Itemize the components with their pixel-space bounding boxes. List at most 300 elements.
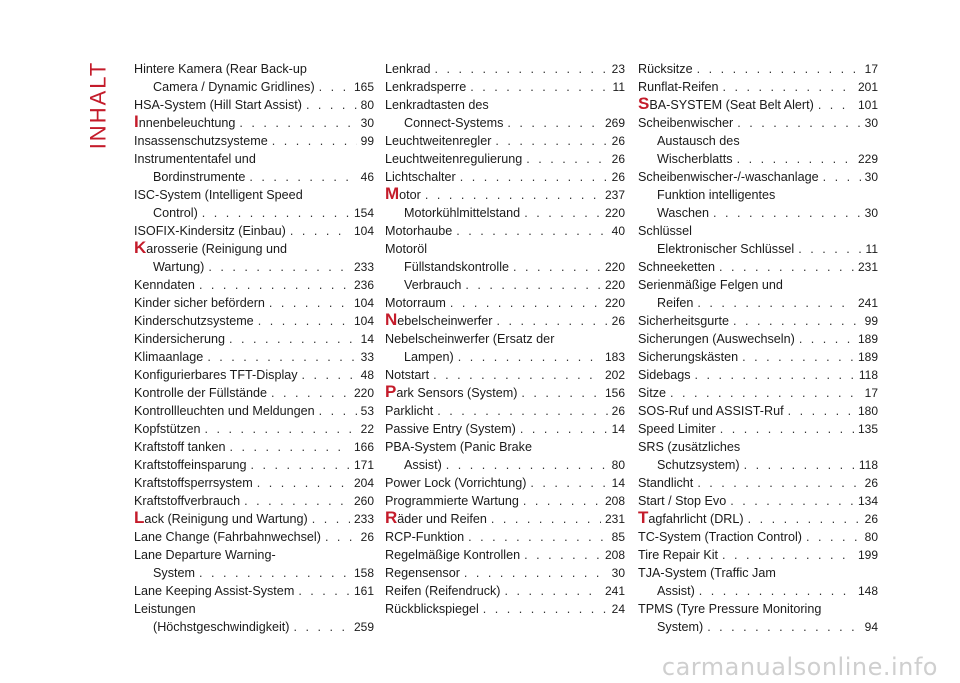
entry-text: Motorkühlmittelstand: [404, 206, 521, 220]
page-number: 220: [604, 278, 625, 292]
leader-dots: [433, 366, 601, 384]
entry-text: Runflat-Reifen: [638, 80, 719, 94]
index-entry[interactable]: [638, 474, 878, 492]
page-number: 189: [857, 350, 878, 364]
leader-dots: [798, 240, 861, 258]
leader-dots: [722, 546, 854, 564]
index-entry[interactable]: [385, 510, 625, 528]
leader-dots: [464, 564, 608, 582]
entry-text: TJA-System (Traffic Jam: [638, 566, 776, 580]
page-number: 154: [353, 206, 374, 220]
leader-dots: [319, 402, 357, 420]
leader-dots: [748, 510, 861, 528]
page-number: 80: [864, 530, 878, 544]
leader-dots: [497, 312, 608, 330]
leader-dots: [294, 618, 350, 636]
leader-dots: [290, 222, 350, 240]
entry-text: Lampen): [404, 350, 454, 364]
entry-text: Assist): [404, 458, 442, 472]
entry-text: Regensensor: [385, 566, 460, 580]
entry-text: Klimaanlage: [134, 350, 204, 364]
page-number: 17: [864, 62, 878, 76]
leader-dots: [244, 492, 350, 510]
watermark: carmanualsonline.info: [661, 653, 938, 681]
index-column-1: [134, 60, 374, 636]
entry-text: Räder und Reifen: [385, 508, 487, 527]
index-entry[interactable]: [385, 276, 625, 294]
page-number: 104: [353, 314, 374, 328]
leader-dots: [730, 492, 854, 510]
index-entry[interactable]: [134, 582, 374, 600]
page-number: 26: [611, 314, 625, 328]
leader-dots: [491, 510, 601, 528]
index-entry[interactable]: [134, 456, 374, 474]
entry-text: Leuchtweitenregler: [385, 134, 492, 148]
page-number: 233: [353, 512, 374, 526]
leader-dots: [319, 78, 350, 96]
page-number: 202: [604, 368, 625, 382]
index-entry[interactable]: [638, 384, 878, 402]
entry-text: Waschen: [657, 206, 710, 220]
page-number: 118: [858, 458, 878, 472]
entry-text: Füllstandskontrolle: [404, 260, 509, 274]
entry-text: RCP-Funktion: [385, 530, 465, 544]
index-entry[interactable]: [385, 582, 625, 600]
index-entry[interactable]: [638, 402, 878, 420]
index-entry[interactable]: [638, 60, 878, 78]
leader-dots: [521, 384, 601, 402]
index-entry[interactable]: [385, 366, 625, 384]
entry-text: TPMS (Tyre Pressure Monitoring: [638, 602, 822, 616]
entry-text: Lack (Reinigung und Wartung): [134, 508, 308, 527]
page-number: 220: [604, 296, 625, 310]
index-entry[interactable]: [385, 600, 625, 618]
section-initial: R: [385, 508, 398, 527]
index-entry[interactable]: [385, 330, 625, 366]
page-number: 148: [857, 584, 878, 598]
entry-text: ISC-System (Intelligent Speed: [134, 188, 303, 202]
leader-dots: [699, 582, 854, 600]
leader-dots: [199, 564, 350, 582]
entry-text: Power Lock (Vorrichtung): [385, 476, 527, 490]
index-entry[interactable]: [134, 474, 374, 492]
leader-dots: [526, 150, 607, 168]
leader-dots: [695, 366, 855, 384]
index-entry[interactable]: [638, 420, 878, 438]
index-entry[interactable]: [385, 78, 625, 96]
entry-text: Motor: [385, 184, 421, 203]
index-entry[interactable]: [134, 438, 374, 456]
index-entry[interactable]: [638, 600, 878, 636]
leader-dots: [495, 132, 607, 150]
entry-text: Reifen: [657, 296, 694, 310]
entry-text: Reifen (Reifendruck): [385, 584, 501, 598]
page-number: 236: [353, 278, 374, 292]
page-number: 26: [864, 512, 878, 526]
index-entry[interactable]: [134, 384, 374, 402]
page-number: 199: [857, 548, 878, 562]
entry-text: Speed Limiter: [638, 422, 716, 436]
index-entry[interactable]: [385, 312, 625, 330]
index-entry[interactable]: [385, 438, 625, 474]
index-entry[interactable]: [638, 438, 878, 474]
index-entry[interactable]: [134, 150, 374, 186]
index-entry[interactable]: [134, 528, 374, 546]
index-entry[interactable]: [638, 186, 878, 222]
index-entry[interactable]: [385, 258, 625, 276]
index-entry[interactable]: [638, 510, 878, 528]
leader-dots: [202, 204, 350, 222]
entry-text: Instrumententafel und: [134, 152, 256, 166]
page-number: 208: [604, 548, 625, 562]
entry-text: Kopfstützen: [134, 422, 201, 436]
leader-dots: [520, 420, 608, 438]
entry-text: SOS-Ruf und ASSIST-Ruf: [638, 404, 784, 418]
page-number: 259: [353, 620, 374, 634]
entry-text: Lane Change (Fahrbahnwechsel): [134, 530, 321, 544]
index-entry[interactable]: [134, 510, 374, 528]
entry-text: Parklicht: [385, 404, 434, 418]
leader-dots: [670, 384, 861, 402]
leader-dots: [312, 510, 350, 528]
entry-text: Wischerblatts: [657, 152, 733, 166]
page-number: 11: [865, 242, 878, 256]
page-number: 220: [604, 206, 625, 220]
entry-text: Lane Keeping Assist-System: [134, 584, 295, 598]
page-number: 231: [857, 260, 878, 274]
entry-text: Sitze: [638, 386, 666, 400]
entry-text: Karosserie (Reinigung und: [134, 238, 287, 257]
page-number: 24: [611, 602, 625, 616]
index-entry[interactable]: [385, 132, 625, 150]
entry-text: Bordinstrumente: [153, 170, 246, 184]
index-entry[interactable]: [134, 348, 374, 366]
leader-dots: [229, 330, 357, 348]
entry-text: Sicherungskästen: [638, 350, 739, 364]
leader-dots: [258, 312, 350, 330]
leader-dots: [207, 348, 356, 366]
entry-text: Schneeketten: [638, 260, 716, 274]
section-initial: P: [385, 382, 397, 401]
leader-dots: [302, 366, 357, 384]
index-column-2: [385, 60, 625, 618]
leader-dots: [524, 546, 601, 564]
leader-dots: [737, 150, 854, 168]
index-entry[interactable]: [134, 330, 374, 348]
leader-dots: [723, 78, 854, 96]
leader-dots: [250, 456, 349, 474]
entry-text: Lichtschalter: [385, 170, 456, 184]
leader-dots: [697, 60, 861, 78]
entry-text: Scheibenwischer-/-waschanlage: [638, 170, 819, 184]
entry-text: System): [657, 620, 704, 634]
index-entry[interactable]: [638, 168, 878, 186]
index-entry[interactable]: [385, 204, 625, 222]
entry-text: Kraftstoffverbrauch: [134, 494, 241, 508]
leader-dots: [733, 312, 861, 330]
leader-dots: [470, 78, 608, 96]
entry-text: Austausch des: [657, 134, 740, 148]
page-number: 104: [353, 224, 374, 238]
page-number: 48: [360, 368, 374, 382]
entry-text: Wartung): [153, 260, 205, 274]
leader-dots: [272, 132, 357, 150]
entry-text: Assist): [657, 584, 695, 598]
index-entry[interactable]: [638, 258, 878, 276]
page-number: 11: [612, 80, 625, 94]
section-initial: I: [134, 112, 139, 131]
page-number: 180: [857, 404, 878, 418]
leader-dots: [239, 114, 356, 132]
leader-dots: [199, 276, 350, 294]
entry-text: Start / Stop Evo: [638, 494, 727, 508]
index-entry[interactable]: [385, 528, 625, 546]
leader-dots: [697, 474, 860, 492]
entry-text: Motoröl: [385, 242, 427, 256]
index-entry[interactable]: [385, 186, 625, 204]
entry-text: Scheibenwischer: [638, 116, 734, 130]
page-number: 53: [360, 404, 374, 418]
leader-dots: [306, 96, 357, 114]
entry-text: Kontrollleuchten und Meldungen: [134, 404, 315, 418]
leader-dots: [806, 528, 861, 546]
leader-dots: [505, 582, 601, 600]
leader-dots: [205, 420, 357, 438]
page-number: 30: [864, 116, 878, 130]
section-initial: N: [385, 310, 398, 329]
page-number: 201: [857, 80, 878, 94]
page-number: 30: [864, 206, 878, 220]
index-entry[interactable]: [134, 420, 374, 438]
index-entry[interactable]: [134, 240, 374, 276]
page-number: 208: [604, 494, 625, 508]
page-number: 99: [864, 314, 878, 328]
leader-dots: [799, 330, 854, 348]
entry-text: Rücksitze: [638, 62, 693, 76]
index-entry[interactable]: [385, 474, 625, 492]
entry-text: Funktion intelligentes: [657, 188, 776, 202]
entry-text: Lenkrad: [385, 62, 431, 76]
entry-text: Sicherheitsgurte: [638, 314, 730, 328]
leader-dots: [707, 618, 860, 636]
entry-text: SRS (zusätzliches: [638, 440, 741, 454]
page-number: 158: [353, 566, 374, 580]
index-entry[interactable]: [134, 402, 374, 420]
index-entry[interactable]: [638, 240, 878, 258]
leader-dots: [507, 114, 601, 132]
leader-dots: [530, 474, 607, 492]
section-initial: M: [385, 184, 400, 203]
entry-text: PBA-System (Panic Brake: [385, 440, 532, 454]
page-number: 23: [611, 62, 625, 76]
index-entry[interactable]: [134, 222, 374, 240]
index-entry[interactable]: [638, 546, 878, 564]
leader-dots: [818, 96, 854, 114]
entry-text: Lenkradtasten des: [385, 98, 489, 112]
leader-dots: [713, 204, 861, 222]
index-entry[interactable]: [638, 96, 878, 114]
entry-text: Kraftstoffsperrsystem: [134, 476, 253, 490]
index-entry[interactable]: [385, 168, 625, 186]
index-entry[interactable]: [385, 150, 625, 168]
entry-text: (Höchstgeschwindigkeit): [153, 620, 290, 634]
entry-text: Leuchtweitenregulierung: [385, 152, 523, 166]
page-number: 101: [857, 98, 878, 112]
entry-text: Control): [153, 206, 198, 220]
leader-dots: [524, 204, 601, 222]
index-entry[interactable]: [385, 492, 625, 510]
leader-dots: [742, 348, 854, 366]
index-entry[interactable]: [638, 564, 878, 600]
leader-dots: [435, 60, 608, 78]
leader-dots: [456, 222, 607, 240]
entry-text: Regelmäßige Kontrollen: [385, 548, 521, 562]
entry-text: Kraftstoffeinsparung: [134, 458, 247, 472]
index-entry[interactable]: [385, 564, 625, 582]
entry-text: Park Sensors (System): [385, 382, 518, 401]
index-entry[interactable]: [134, 186, 374, 222]
page-number: 156: [604, 386, 625, 400]
entry-text: Tagfahrlicht (DRL): [638, 508, 744, 527]
index-entry[interactable]: [638, 78, 878, 96]
leader-dots: [788, 402, 854, 420]
index-entry[interactable]: [638, 528, 878, 546]
entry-text: Kinder sicher befördern: [134, 296, 265, 310]
page-number: 104: [353, 296, 374, 310]
page-number: 26: [611, 134, 625, 148]
index-entry[interactable]: [638, 312, 878, 330]
index-entry[interactable]: [638, 366, 878, 384]
leader-dots: [513, 258, 601, 276]
index-entry[interactable]: [385, 96, 625, 132]
entry-text: Connect-Systems: [404, 116, 504, 130]
index-entry[interactable]: [134, 492, 374, 510]
page-number: 30: [360, 116, 374, 130]
index-entry[interactable]: [385, 384, 625, 402]
page-number: 26: [611, 170, 625, 184]
index-entry[interactable]: [385, 546, 625, 564]
page-number: 269: [604, 116, 625, 130]
entry-text: Kinderschutzsysteme: [134, 314, 254, 328]
section-initial: L: [134, 508, 145, 527]
entry-text: TC-System (Traction Control): [638, 530, 802, 544]
entry-text: Rückblickspiegel: [385, 602, 479, 616]
page-number: 17: [864, 386, 878, 400]
leader-dots: [465, 276, 601, 294]
index-entry[interactable]: [638, 348, 878, 366]
index-entry[interactable]: [385, 294, 625, 312]
entry-text: Kenndaten: [134, 278, 195, 292]
entry-text: Verbrauch: [404, 278, 462, 292]
page-number: 14: [360, 332, 374, 346]
entry-text: Lane Departure Warning-: [134, 548, 276, 562]
leader-dots: [257, 474, 350, 492]
index-entry[interactable]: [638, 132, 878, 168]
section-initial: T: [638, 508, 649, 527]
leader-dots: [298, 582, 350, 600]
page-number: 26: [864, 476, 878, 490]
index-entry[interactable]: [134, 294, 374, 312]
page-number: 220: [604, 260, 625, 274]
index-entry[interactable]: [638, 114, 878, 132]
page-number: 231: [604, 512, 625, 526]
page-number: 99: [360, 134, 374, 148]
page-number: 85: [611, 530, 625, 544]
entry-text: Kontrolle der Füllstände: [134, 386, 268, 400]
page-number: 14: [611, 422, 625, 436]
index-entry[interactable]: [638, 276, 878, 312]
entry-text: Standlicht: [638, 476, 694, 490]
index-entry[interactable]: [134, 114, 374, 132]
index-entry[interactable]: [638, 330, 878, 348]
entry-text: Nebelscheinwerfer (Ersatz der: [385, 332, 555, 346]
leader-dots: [523, 492, 601, 510]
entry-text: System: [153, 566, 195, 580]
leader-dots: [719, 258, 854, 276]
entry-text: Schutzsystem): [657, 458, 740, 472]
leader-dots: [468, 528, 608, 546]
section-initial: S: [638, 94, 650, 113]
entry-text: Sicherungen (Auswechseln): [638, 332, 795, 346]
page-number: 233: [353, 260, 374, 274]
page-number: 80: [611, 458, 625, 472]
page-number: 229: [857, 152, 878, 166]
page-number: 237: [604, 188, 625, 202]
index-entry[interactable]: [134, 366, 374, 384]
page-number: 30: [864, 170, 878, 184]
page-number: 165: [353, 80, 374, 94]
index-entry[interactable]: [134, 600, 374, 636]
entry-text: Schlüssel: [638, 224, 692, 238]
index-entry[interactable]: [385, 420, 625, 438]
page-number: 26: [360, 530, 374, 544]
index-entry[interactable]: [638, 492, 878, 510]
leader-dots: [425, 186, 601, 204]
entry-text: ISOFIX-Kindersitz (Einbau): [134, 224, 286, 238]
index-entry[interactable]: [134, 96, 374, 114]
page-number: 241: [604, 584, 625, 598]
page-number: 30: [611, 566, 625, 580]
index-column-3: [638, 60, 878, 636]
entry-text: Programmierte Wartung: [385, 494, 519, 508]
entry-text: Camera / Dynamic Gridlines): [153, 80, 315, 94]
index-entry[interactable]: [385, 240, 625, 258]
section-tab-label: INHALT: [85, 60, 111, 150]
page-number: 94: [864, 620, 878, 634]
page-number: 241: [857, 296, 878, 310]
entry-text: Nebelscheinwerfer: [385, 310, 493, 329]
index-entry[interactable]: [134, 546, 374, 582]
page-number: 40: [611, 224, 625, 238]
entry-text: Motorhaube: [385, 224, 453, 238]
leader-dots: [269, 294, 350, 312]
index-entry[interactable]: [134, 312, 374, 330]
page-number: 46: [360, 170, 374, 184]
leader-dots: [450, 294, 601, 312]
page-number: 171: [353, 458, 374, 472]
index-entry[interactable]: [385, 222, 625, 240]
entry-text: Innenbeleuchtung: [134, 112, 236, 131]
index-entry[interactable]: [134, 60, 374, 96]
index-entry[interactable]: [385, 60, 625, 78]
page-number: 135: [857, 422, 878, 436]
entry-text: Konfigurierbares TFT-Display: [134, 368, 298, 382]
entry-text: Kindersicherung: [134, 332, 226, 346]
index-entry[interactable]: [638, 222, 878, 240]
index-entry[interactable]: [134, 276, 374, 294]
index-entry[interactable]: [385, 402, 625, 420]
index-entry[interactable]: [134, 132, 374, 150]
